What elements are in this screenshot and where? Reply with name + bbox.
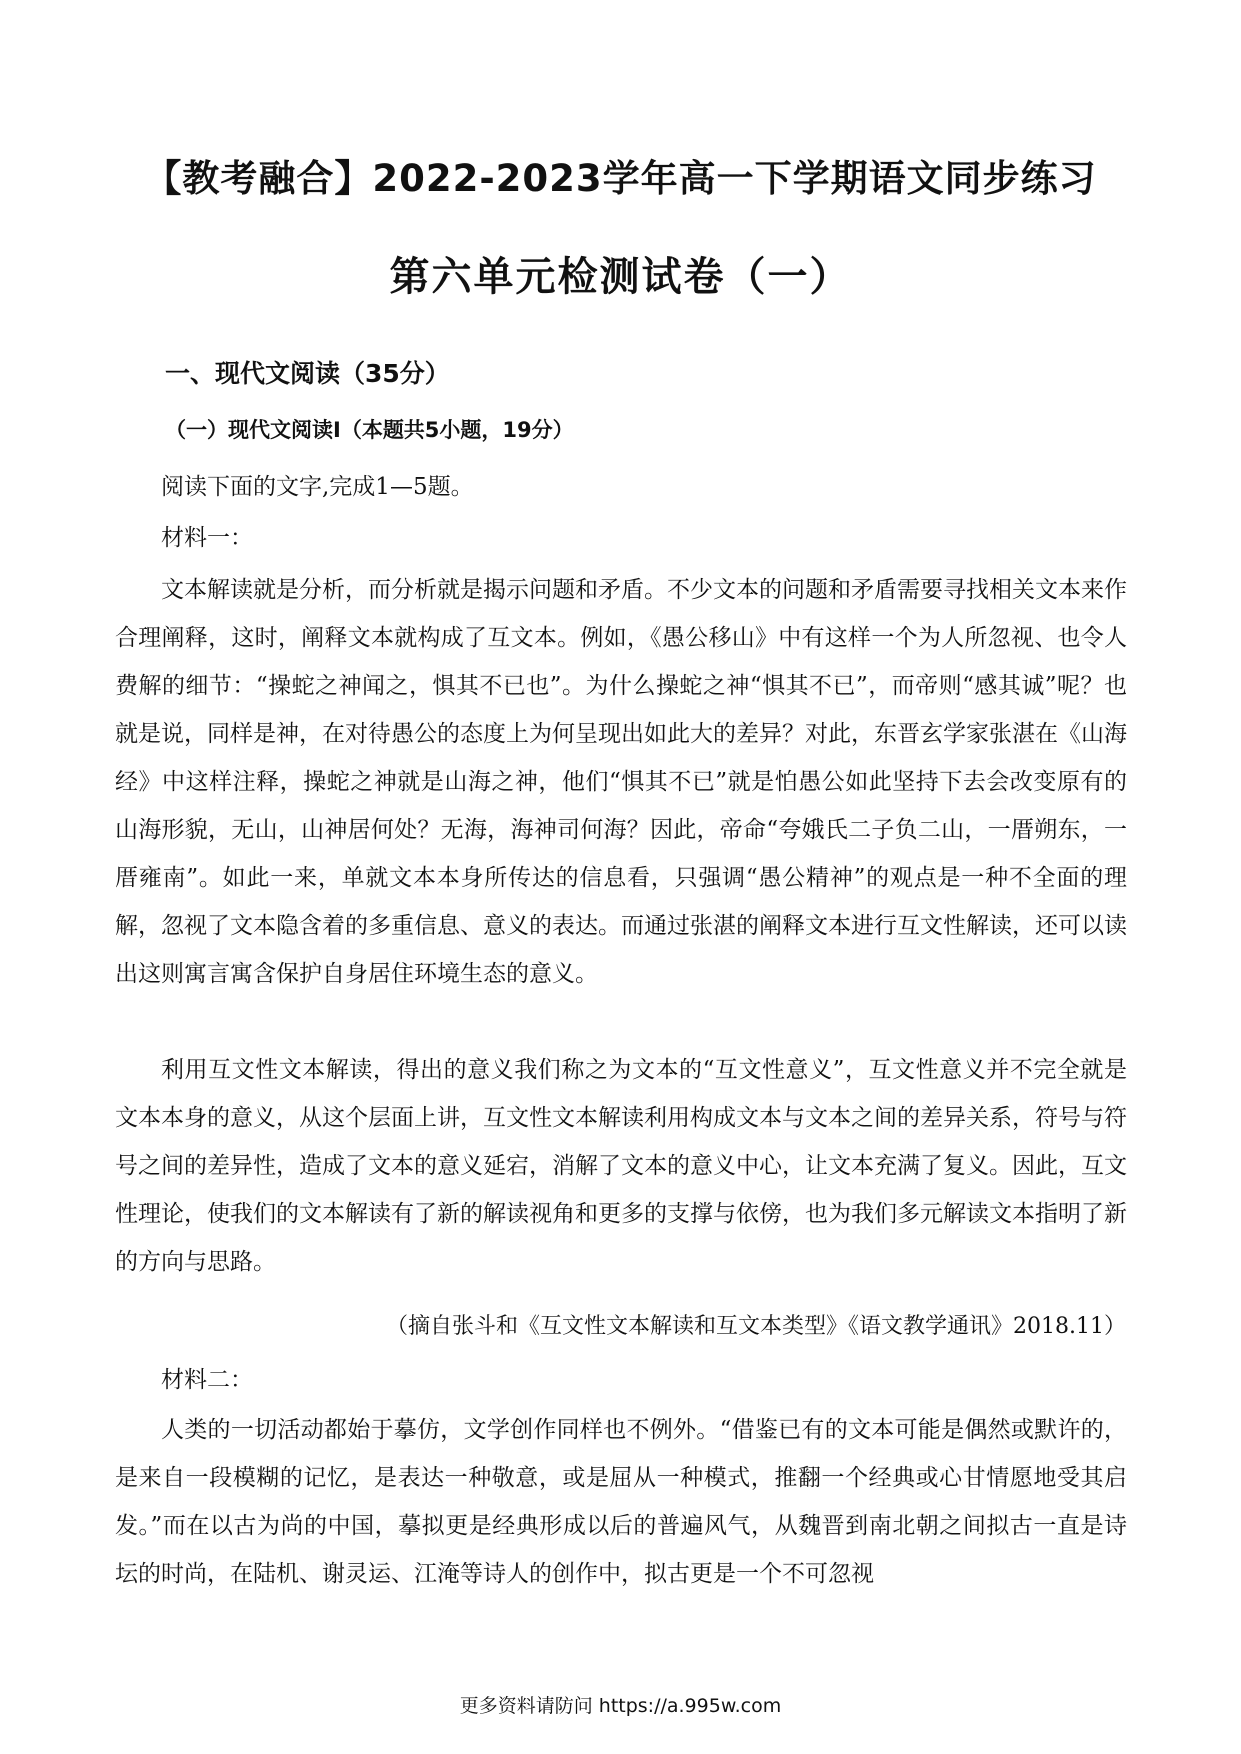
material-one-paragraph-1: 文本解读就是分析，而分析就是揭示问题和矛盾。不少文本的问题和矛盾需要寻找相关文本来作合理阐释，这时，阐释文本就构成了互文本。例如，《愚公移山》中有这样一个为人所忽视、也令人费解的细节：“操蛇之神闻之，惧其不已也”。为什么操蛇之神“惧其不已”，而帝则“感其诚”呢？也就是说，同样是神，在对待愚公的态度上为何呈现出如此大的差异？对此，东晋玄学家张湛在《山海经》中这样注释，操蛇之神就是山海之神，他们“惧其不已”就是怕愚公如此坚持下去会改变原有的山海形貌，无山，山神居何处？无海，海神司何海？因此，帝命“夸娥氏二子负二山，一厝朔东，一厝雍南”。如此一来，单就文本本身所传达的信息看，只强调“愚公精神”的观点是一种不全面的理解，忽视了文本隐含着的多重信息、意义的表达。而通过张湛的阐释文本进行互文性解读，还可以读出这则寓言寓含保护自身居住环境生态的意义。 bbox=[115, 577, 1127, 987]
material-two-label: 材料二： bbox=[161, 1367, 253, 1393]
reading-instruction: 阅读下面的文字,完成1—5题。 bbox=[161, 474, 474, 500]
material-one-citation: （摘自张斗和《互文性文本解读和互文本类型》《语文教学通讯》2018.11） bbox=[386, 1314, 1126, 1339]
footer-link-text[interactable]: 更多资料请防问 https://a.995w.com bbox=[459, 1695, 782, 1717]
material-one-paragraph-2: 利用互文性文本解读，得出的意义我们称之为文本的“互文性意义”，互文性意义并不完全就是文本本身的意义，从这个层面上讲，互文性文本解读利用构成文本与文本之间的差异关系，符号与符号之间的差异性，造成了文本的意义延宕，消解了文本的意义中心，让文本充满了复义。因此，互文性理论，使我们的文本解读有了新的解读视角和更多的支撑与依傍，也为我们多元解读文本指明了新的方向与思路。 bbox=[115, 1057, 1127, 1275]
material-two-paragraph-1: 人类的一切活动都始于摹仿，文学创作同样也不例外。“借鉴已有的文本可能是偶然或默许的，是来自一段模糊的记忆，是表达一种敬意，或是屈从一种模式，推翻一个经典或心甘情愿地受其启发。”而在以古为尚的中国，摹拟更是经典形成以后的普遍风气，从魏晋到南北朝之间拟古一直是诗坛的时尚，在陆机、谢灵运、江淹等诗人的创作中，拟古更是一个不可忽视 bbox=[115, 1417, 1127, 1587]
material-one-label: 材料一： bbox=[161, 525, 253, 551]
document-title: 【教考融合】2022-2023学年高一下学期语文同步练习 bbox=[144, 157, 1097, 200]
section-heading: 一、现代文阅读（35分） bbox=[165, 359, 450, 388]
document-subtitle: 第六单元检测试卷（一） bbox=[389, 254, 852, 300]
section-subheading: （一）现代文阅读Ⅰ（本题共5小题，19分） bbox=[165, 418, 574, 442]
